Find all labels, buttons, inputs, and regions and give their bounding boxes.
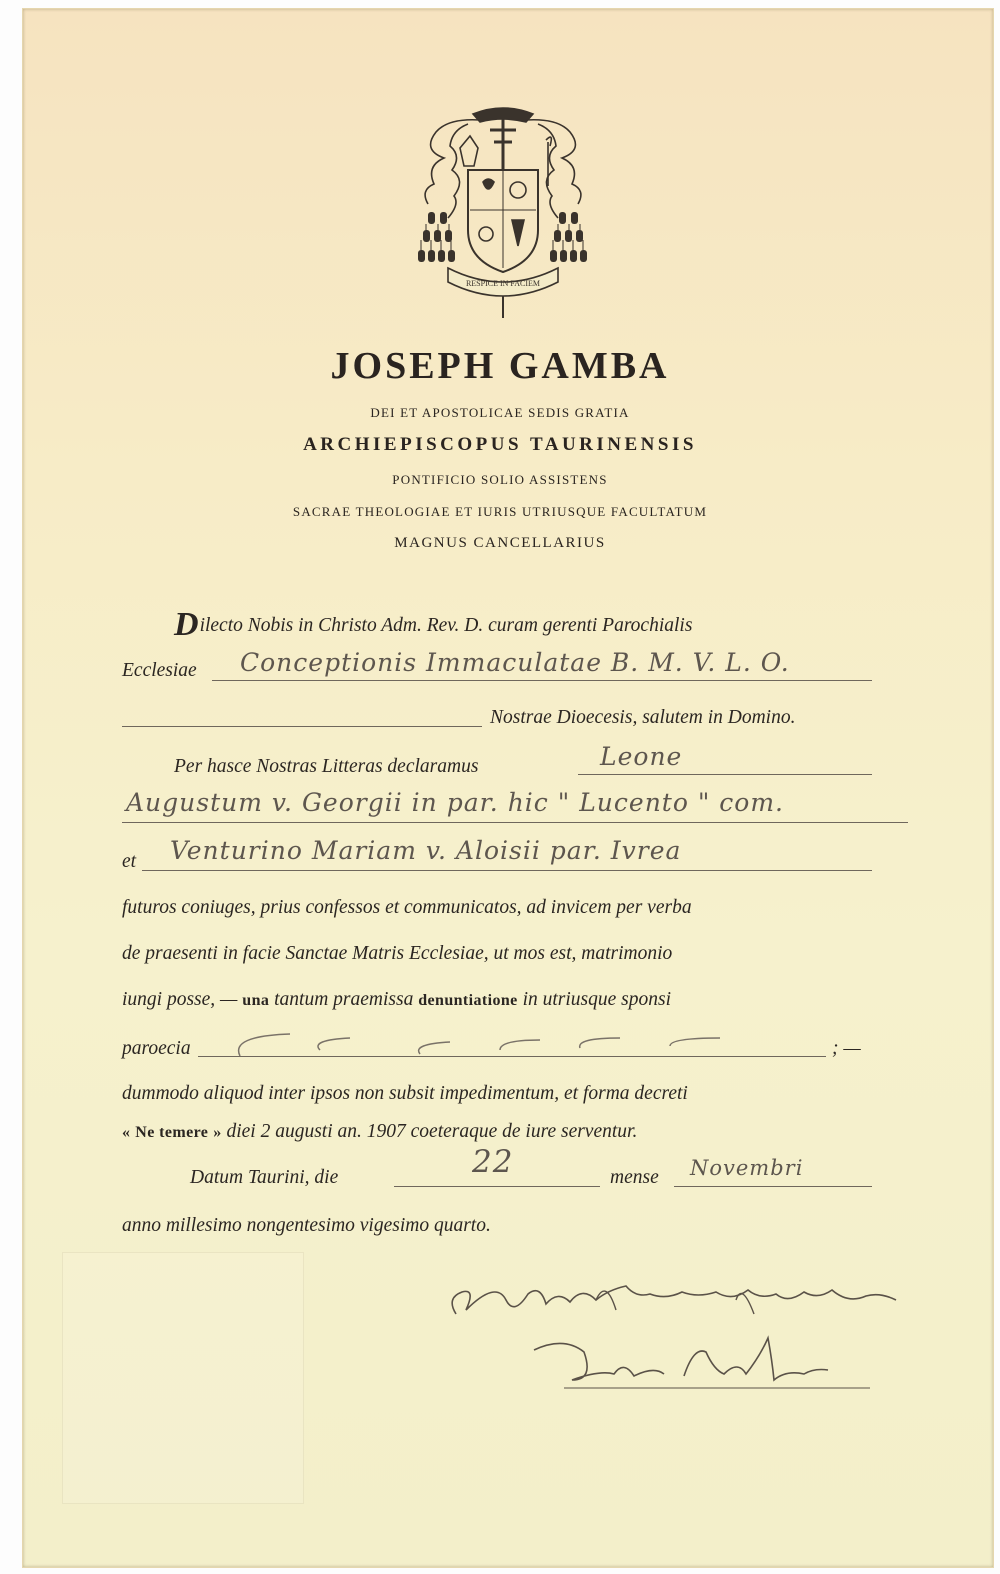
iungi-text-b: una: [242, 992, 270, 1009]
day-value: 22: [472, 1144, 514, 1180]
header-line-assistens: PONTIFICIO SOLIO ASSISTENS: [392, 472, 608, 487]
opening-text: ilecto Nobis in Christo Adm. Rev. D. curam gerenti Parochialis: [199, 615, 693, 636]
dioecesis-text: Nostrae Dioecesis, salutem in Domino.: [490, 707, 796, 728]
pasted-paper-area: [62, 1252, 304, 1504]
datum-text: Datum Taurini, die: [190, 1167, 339, 1188]
mense-text: mense: [610, 1167, 659, 1188]
dioecesis-rule: [122, 726, 482, 727]
crest-motto: RESPICE IN FACIEM: [465, 279, 541, 288]
ecclesiae-label: Ecclesiae: [122, 660, 197, 681]
groom-rule-2: [122, 822, 908, 823]
futuros-text: futuros coniuges, prius confessos et communicatos, ad invicem per verba: [122, 897, 692, 918]
coat-of-arms-icon: [408, 100, 598, 322]
iungi-text-c: tantum praemissa: [274, 989, 414, 1010]
dummodo-text: dummodo aliquod inter ipsos non subsit impedimentum, et forma decreti: [122, 1083, 688, 1104]
day-rule: [394, 1186, 600, 1187]
praesenti-text: de praesenti in facie Sanctae Matris Ecclesiae, ut mos est, matrimonio: [122, 943, 673, 964]
ecclesiae-value: Conceptionis Immaculatae B. M. V. L. O.: [240, 648, 790, 677]
signature-chancellor-icon: [436, 1270, 906, 1330]
bride-rule: [142, 870, 872, 871]
paroecia-strikeout-icon: [200, 1026, 800, 1062]
iungi-line: [122, 989, 671, 1011]
iungi-text-a: iungi posse, —: [122, 989, 238, 1010]
header-line-cancellarius: MAGNUS CANCELLARIUS: [394, 535, 606, 551]
paragraph-opening: [174, 606, 692, 644]
declaramus-text: Per hasce Nostras Litteras declaramus: [174, 756, 479, 777]
et-label: et: [122, 851, 137, 872]
header-title: ARCHIEPISCOPUS TAURINENSIS: [303, 434, 697, 455]
paroecia-end: ; —: [832, 1038, 861, 1059]
ne-temere-line: [122, 1121, 637, 1143]
month-rule: [674, 1186, 872, 1187]
ecclesiae-rule: [212, 680, 872, 681]
groom-details: Augustum v. Georgii in par. hic " Lucento " com.: [126, 788, 784, 817]
paroecia-label: paroecia: [122, 1038, 191, 1059]
groom-rule-1: [578, 774, 872, 775]
drop-cap: D: [174, 606, 199, 643]
signature-secretary-icon: [524, 1330, 874, 1394]
month-value: Novembri: [690, 1156, 804, 1180]
quote-open: «: [122, 1124, 131, 1141]
bride-details: Venturino Mariam v. Aloisii par. Ivrea: [170, 836, 682, 865]
iungi-text-e: in utriusque sponsi: [522, 989, 671, 1010]
ne-temere-title: Ne temere: [135, 1124, 209, 1141]
quote-close: »: [213, 1124, 222, 1141]
ne-temere-rest: diei 2 augusti an. 1907 coeteraque de iure serventur.: [226, 1121, 638, 1142]
iungi-text-d: denuntiatione: [418, 992, 518, 1009]
groom-surname: Leone: [600, 742, 683, 771]
header-line-gratia: DEI ET APOSTOLICAE SEDIS GRATIA: [370, 405, 630, 420]
archbishop-name: JOSEPH GAMBA: [330, 345, 670, 387]
header-line-facultatum: SACRAE THEOLOGIAE ET IURIS UTRIUSQUE FACULTATUM: [292, 504, 708, 519]
anno-text: anno millesimo nongentesimo vigesimo quarto.: [122, 1215, 491, 1236]
